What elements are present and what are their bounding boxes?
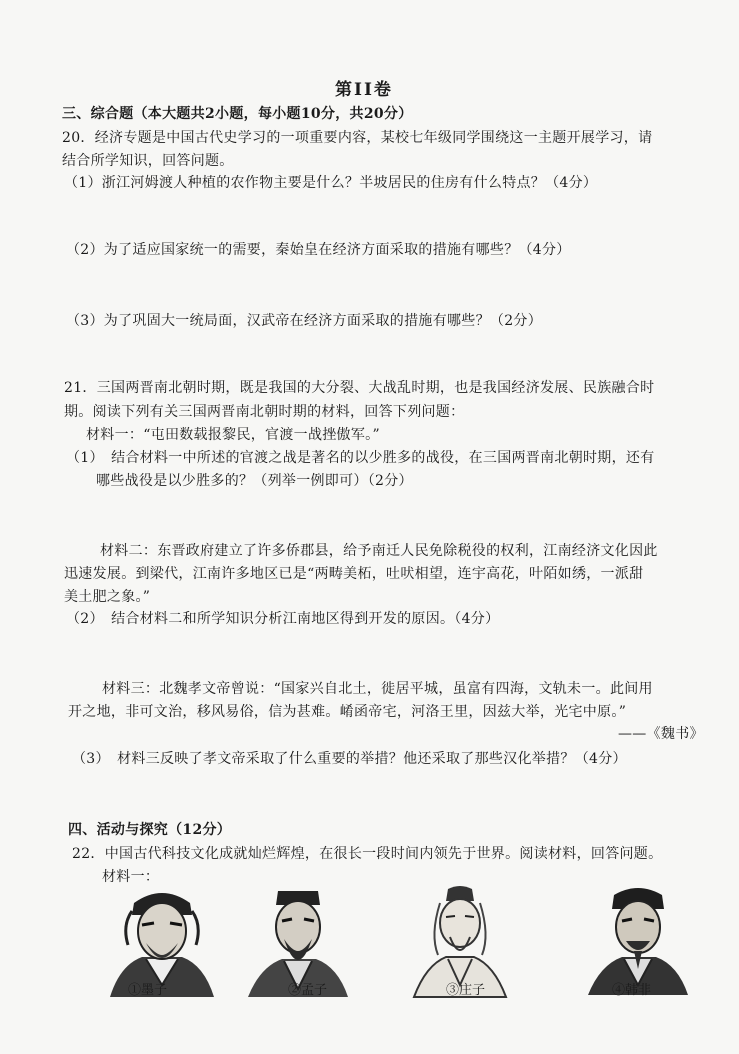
q21-material1: 材料一：“屯田数载报黎民，官渡一战挫傲军。” <box>86 427 380 443</box>
q20-part3: （3）为了巩固大一统局面，汉武帝在经济方面采取的措施有哪些？（2分） <box>66 313 543 329</box>
caption-mozi: ①墨子 <box>128 983 168 998</box>
q21-material2-line3: 美土肥之象。” <box>64 589 151 605</box>
q21-material2-line1: 材料二：东晋政府建立了许多侨郡县，给予南迁人民免除税役的权利，江南经济文化因此 <box>100 543 658 559</box>
q21-material2-line2: 迅速发展。到梁代，江南许多地区已是“两畴美柘，吐吠相望，连宇高花，叶陌如绣，一派甜 <box>64 566 644 582</box>
q20-part2: （2）为了适应国家统一的需要，秦始皇在经济方面采取的措施有哪些？（4分） <box>66 242 571 258</box>
q21-stem-line2: 期。阅读下列有关三国两晋南北朝时期的材料，回答下列问题： <box>64 404 465 420</box>
caption-mengzi: ②孟子 <box>288 983 328 998</box>
caption-zhuangzi: ③庄子 <box>446 983 486 998</box>
section3-heading: 三、综合题（本大题共2小题，每小题10分，共20分） <box>62 106 413 122</box>
q21-material3-line2: 开之地，非可文治，移风易俗，信为甚难。崤函帝宅，河洛王里，因兹大举，光宅中原。” <box>68 704 627 720</box>
caption-hanfei: ④韩非 <box>612 983 652 998</box>
q21-part1-line2: 哪些战役是以少胜多的？（列举一例即可）（2分） <box>96 473 413 489</box>
q22-stem: 22．中国古代科技文化成就灿烂辉煌，在很长一段时间内领先于世界。阅读材料，回答问题。 <box>72 846 663 862</box>
q20-part1: （1）浙江河姆渡人种植的农作物主要是什么？半坡居民的住房有什么特点？（4分） <box>64 175 598 191</box>
q21-part2: （2） 结合材料二和所学知识分析江南地区得到开发的原因。（4分） <box>66 611 500 627</box>
q20-stem-line1: 20．经济专题是中国古代史学习的一项重要内容，某校七年级同学围绕这一主题开展学习，请 <box>62 130 653 146</box>
q21-material3-line1: 材料三：北魏孝文帝曾说：“国家兴自北土，徙居平城，虽富有四海，文轨未一。此间用 <box>102 681 653 697</box>
q21-stem-line1: 21．三国两晋南北朝时期，既是我国的大分裂、大战乱时期，也是我国经济发展、民族融合时 <box>64 380 655 396</box>
q21-part3: （3） 材料三反映了孝文帝采取了什么重要的举措？他还采取了那些汉化举措？（4分） <box>72 751 627 767</box>
q21-part1-line1: （1） 结合材料一中所述的官渡之战是著名的以少胜多的战役，在三国两晋南北朝时期，还有 <box>66 450 655 466</box>
q20-stem-line2: 结合所学知识，回答问题。 <box>62 153 234 169</box>
q21-material3-source: ——《魏书》 <box>618 726 704 742</box>
section4-heading: 四、活动与探究（12分） <box>68 822 232 838</box>
page-title: 第II卷 <box>335 80 393 100</box>
q22-material1-label: 材料一： <box>102 869 160 885</box>
